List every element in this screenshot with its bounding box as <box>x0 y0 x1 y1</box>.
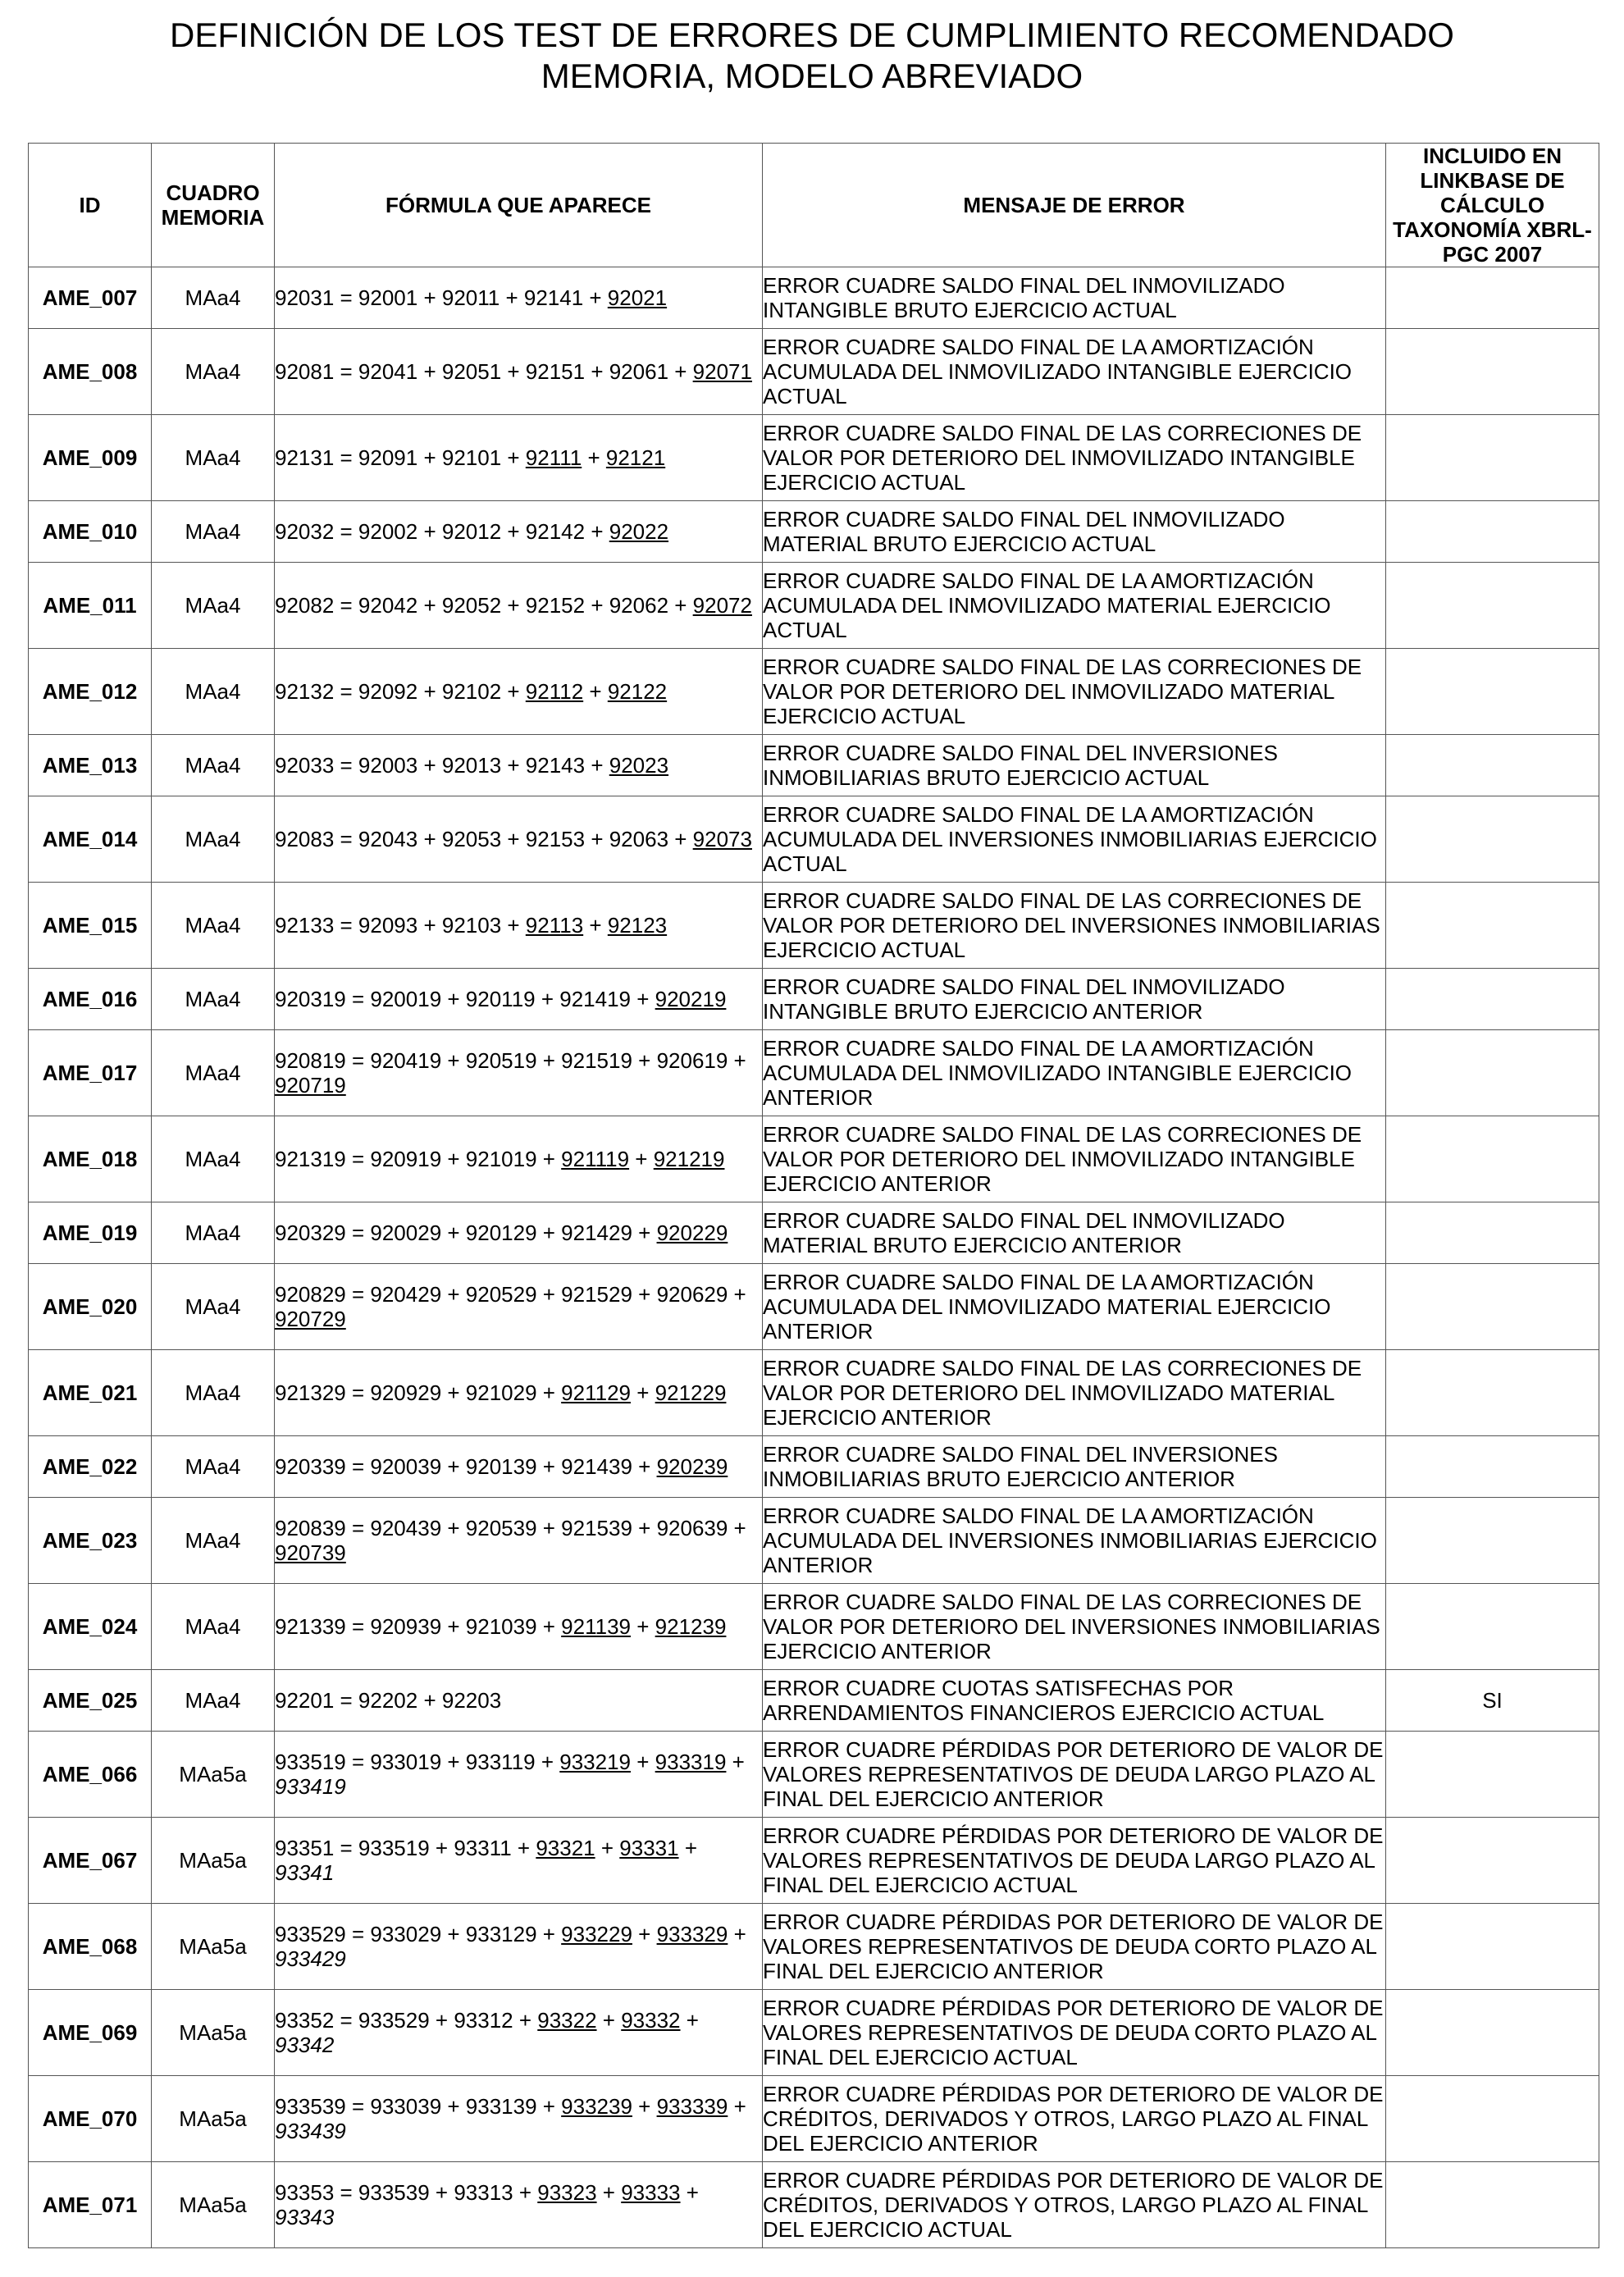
formula-term: 920839 = 920439 + 920539 + 921539 + 920639 + <box>275 1516 746 1540</box>
formula-term: + <box>631 1614 655 1639</box>
formula-term: + <box>595 1836 620 1860</box>
formula-term: + <box>726 1750 745 1774</box>
cuadro-memoria: MAa4 <box>152 415 275 501</box>
formula-term: + <box>629 1147 654 1171</box>
incluido-linkbase <box>1386 883 1599 969</box>
test-id: AME_069 <box>29 1990 152 2076</box>
formula-term: 93333 <box>621 2180 681 2205</box>
cuadro-memoria: MAa5a <box>152 1904 275 1990</box>
test-id: AME_020 <box>29 1264 152 1350</box>
formula-term: 921329 = 920929 + 921029 + <box>275 1380 562 1405</box>
test-id: AME_024 <box>29 1584 152 1670</box>
test-id: AME_009 <box>29 415 152 501</box>
incluido-linkbase <box>1386 2076 1599 2162</box>
page-title <box>0 15 1624 97</box>
incluido-linkbase <box>1386 1202 1599 1264</box>
formula-term: 921319 = 920919 + 921019 + <box>275 1147 562 1171</box>
table-row <box>29 969 1599 1030</box>
formula-term: 933519 = 933019 + 933119 + <box>275 1750 560 1774</box>
formula-term: + <box>728 1922 746 1946</box>
cuadro-memoria: MAa4 <box>152 1202 275 1264</box>
incluido-linkbase <box>1386 415 1599 501</box>
formula-term: 92122 <box>607 679 668 704</box>
formula <box>275 415 763 501</box>
formula-term: + <box>680 2180 699 2205</box>
formula-term: 92023 <box>609 753 669 778</box>
formula <box>275 796 763 883</box>
table-row <box>29 1990 1599 2076</box>
error-message: ERROR CUADRE SALDO FINAL DE LA AMORTIZACIÓN ACUMULADA DEL INMOVILIZADO INTANGIBLE EJERCICIO ANTERIOR <box>763 1030 1386 1116</box>
test-id: AME_011 <box>29 563 152 649</box>
incluido-linkbase: SI <box>1386 1670 1599 1732</box>
formula-term: 92132 = 92092 + 92102 + <box>275 679 526 704</box>
formula-term: 921339 = 920939 + 921039 + <box>275 1614 562 1639</box>
cuadro-memoria: MAa4 <box>152 1264 275 1350</box>
formula <box>275 329 763 415</box>
header-mensaje-error: MENSAJE DE ERROR <box>763 144 1386 267</box>
test-id: AME_010 <box>29 501 152 563</box>
formula-term: 93342 <box>275 2033 335 2057</box>
test-id: AME_067 <box>29 1818 152 1904</box>
formula <box>275 1498 763 1584</box>
formula-term: 92133 = 92093 + 92103 + <box>275 913 526 938</box>
incluido-linkbase <box>1386 1990 1599 2076</box>
formula-term: 933239 <box>561 2094 632 2119</box>
incluido-linkbase <box>1386 1904 1599 1990</box>
formula-term: 920339 = 920039 + 920139 + 921439 + <box>275 1454 657 1479</box>
error-message: ERROR CUADRE SALDO FINAL DE LA AMORTIZACIÓN ACUMULADA DEL INMOVILIZADO MATERIAL EJERCICIO ANTERIOR <box>763 1264 1386 1350</box>
formula-term: 920219 <box>655 987 727 1011</box>
formula-term: 92032 = 92002 + 92012 + 92142 + <box>275 519 609 544</box>
test-id: AME_017 <box>29 1030 152 1116</box>
formula <box>275 563 763 649</box>
test-id: AME_013 <box>29 735 152 796</box>
formula <box>275 1670 763 1732</box>
cuadro-memoria: MAa4 <box>152 649 275 735</box>
formula-term: 921139 <box>561 1614 632 1639</box>
error-message: ERROR CUADRE SALDO FINAL DE LAS CORRECIONES DE VALOR POR DETERIORO DEL INMOVILIZADO MATERIAL EJERCICIO ACTUAL <box>763 649 1386 735</box>
formula-term: 93353 = 933539 + 93313 + <box>275 2180 538 2205</box>
formula-term: 92022 <box>609 519 669 544</box>
error-message: ERROR CUADRE PÉRDIDAS POR DETERIORO DE VALOR DE VALORES REPRESENTATIVOS DE DEUDA CORTO PLAZO AL FINAL DEL EJERCICIO ANTERIOR <box>763 1904 1386 1990</box>
formula <box>275 1264 763 1350</box>
error-message: ERROR CUADRE PÉRDIDAS POR DETERIORO DE VALOR DE CRÉDITOS, DERIVADOS Y OTROS, LARGO PLAZO AL FINAL DEL EJERCICIO ANTERIOR <box>763 2076 1386 2162</box>
formula-term: 93323 <box>537 2180 597 2205</box>
cuadro-memoria: MAa4 <box>152 329 275 415</box>
formula <box>275 1116 763 1202</box>
formula <box>275 883 763 969</box>
formula-term: 92082 = 92042 + 92052 + 92152 + 92062 + <box>275 593 693 618</box>
incluido-linkbase <box>1386 1818 1599 1904</box>
cuadro-memoria: MAa5a <box>152 2076 275 2162</box>
table-row <box>29 1436 1599 1498</box>
formula <box>275 969 763 1030</box>
cuadro-memoria: MAa5a <box>152 1732 275 1818</box>
formula-term: 92073 <box>692 827 752 851</box>
test-id: AME_023 <box>29 1498 152 1584</box>
formula-term: 933429 <box>275 1946 346 1971</box>
test-id: AME_015 <box>29 883 152 969</box>
formula-term: 92113 <box>525 913 584 938</box>
formula-term: + <box>678 1836 698 1860</box>
test-id: AME_007 <box>29 267 152 329</box>
formula-term: 92111 <box>525 445 582 470</box>
formula-term: 921219 <box>653 1147 725 1171</box>
cuadro-memoria: MAa4 <box>152 883 275 969</box>
error-message: ERROR CUADRE PÉRDIDAS POR DETERIORO DE VALOR DE CRÉDITOS, DERIVADOS Y OTROS, LARGO PLAZO AL FINAL DEL EJERCICIO ACTUAL <box>763 2162 1386 2248</box>
cuadro-memoria: MAa4 <box>152 796 275 883</box>
cuadro-memoria: MAa4 <box>152 1350 275 1436</box>
formula-term: 92071 <box>692 359 752 384</box>
formula-term: 93321 <box>536 1836 595 1860</box>
table-row <box>29 501 1599 563</box>
incluido-linkbase <box>1386 1116 1599 1202</box>
error-message: ERROR CUADRE SALDO FINAL DEL INVERSIONES INMOBILIARIAS BRUTO EJERCICIO ANTERIOR <box>763 1436 1386 1498</box>
formula-term: + <box>680 2008 699 2033</box>
formula-term: + <box>596 2008 622 2033</box>
error-message: ERROR CUADRE SALDO FINAL DEL INVERSIONES INMOBILIARIAS BRUTO EJERCICIO ACTUAL <box>763 735 1386 796</box>
error-message: ERROR CUADRE SALDO FINAL DEL INMOVILIZADO INTANGIBLE BRUTO EJERCICIO ACTUAL <box>763 267 1386 329</box>
table-header-row <box>29 144 1599 267</box>
formula-term: 933219 <box>559 1750 632 1774</box>
cuadro-memoria: MAa4 <box>152 1116 275 1202</box>
error-message: ERROR CUADRE SALDO FINAL DE LAS CORRECIONES DE VALOR POR DETERIORO DEL INMOVILIZADO INTANGIBLE EJERCICIO ANTERIOR <box>763 1116 1386 1202</box>
formula-term: 93351 = 933519 + 93311 + <box>275 1836 536 1860</box>
test-id: AME_014 <box>29 796 152 883</box>
formula-term: 933539 = 933039 + 933139 + <box>275 2094 562 2119</box>
error-message: ERROR CUADRE SALDO FINAL DE LAS CORRECIONES DE VALOR POR DETERIORO DEL INMOVILIZADO MATERIAL EJERCICIO ANTERIOR <box>763 1350 1386 1436</box>
formula-term: 920739 <box>275 1540 346 1565</box>
table-row <box>29 563 1599 649</box>
table-row <box>29 1264 1599 1350</box>
test-id: AME_016 <box>29 969 152 1030</box>
formula-term: 933319 <box>655 1750 727 1774</box>
error-message: ERROR CUADRE SALDO FINAL DE LA AMORTIZACIÓN ACUMULADA DEL INMOVILIZADO MATERIAL EJERCICIO ACTUAL <box>763 563 1386 649</box>
incluido-linkbase <box>1386 1030 1599 1116</box>
cuadro-memoria: MAa4 <box>152 1436 275 1498</box>
formula-term: 920329 = 920029 + 920129 + 921429 + <box>275 1221 657 1245</box>
test-id: AME_068 <box>29 1904 152 1990</box>
formula-term: 92033 = 92003 + 92013 + 92143 + <box>275 753 609 778</box>
formula <box>275 1202 763 1264</box>
table-row <box>29 1498 1599 1584</box>
formula <box>275 2076 763 2162</box>
incluido-linkbase <box>1386 735 1599 796</box>
formula-term: 920819 = 920419 + 920519 + 921519 + 920619 + <box>275 1048 746 1073</box>
formula-term: + <box>632 1922 657 1946</box>
incluido-linkbase <box>1386 2162 1599 2248</box>
formula-term: 921229 <box>655 1380 727 1405</box>
error-message: ERROR CUADRE PÉRDIDAS POR DETERIORO DE VALOR DE VALORES REPRESENTATIVOS DE DEUDA LARGO PLAZO AL FINAL DEL EJERCICIO ACTUAL <box>763 1818 1386 1904</box>
formula <box>275 1350 763 1436</box>
formula-term: 92201 = 92202 + 92203 <box>275 1688 502 1713</box>
cuadro-memoria: MAa5a <box>152 1818 275 1904</box>
formula-term: 920719 <box>275 1073 346 1097</box>
formula-term: 933529 = 933029 + 933129 + <box>275 1922 562 1946</box>
title-line-2: MEMORIA, MODELO ABREVIADO <box>541 57 1083 95</box>
table-body <box>29 267 1599 2248</box>
formula-term: 933419 <box>275 1774 346 1799</box>
formula-term: 920229 <box>656 1221 728 1245</box>
formula-term: 920729 <box>275 1307 346 1331</box>
header-incluido-linkbase: INCLUIDO EN LINKBASE DE CÁLCULO TAXONOMÍA XBRL-PGC 2007 <box>1386 144 1599 267</box>
table-row <box>29 735 1599 796</box>
formula-term: + <box>631 1750 655 1774</box>
cuadro-memoria: MAa4 <box>152 501 275 563</box>
formula-term: 921239 <box>655 1614 727 1639</box>
error-message: ERROR CUADRE SALDO FINAL DEL INMOVILIZADO INTANGIBLE BRUTO EJERCICIO ANTERIOR <box>763 969 1386 1030</box>
formula-term: 921129 <box>561 1380 632 1405</box>
table-row <box>29 1904 1599 1990</box>
formula-term: 93343 <box>275 2205 335 2229</box>
cuadro-memoria: MAa4 <box>152 1584 275 1670</box>
formula-term: 93352 = 933529 + 93312 + <box>275 2008 538 2033</box>
error-message: ERROR CUADRE SALDO FINAL DE LA AMORTIZACIÓN ACUMULADA DEL INVERSIONES INMOBILIARIAS EJERCICIO ANTERIOR <box>763 1498 1386 1584</box>
table-row <box>29 1732 1599 1818</box>
formula-term: 92072 <box>692 593 752 618</box>
table-row <box>29 267 1599 329</box>
formula-term: 92081 = 92041 + 92051 + 92151 + 92061 + <box>275 359 693 384</box>
incluido-linkbase <box>1386 649 1599 735</box>
formula-term: 92123 <box>607 913 668 938</box>
cuadro-memoria: MAa4 <box>152 267 275 329</box>
test-id: AME_071 <box>29 2162 152 2248</box>
formula <box>275 1990 763 2076</box>
table-row <box>29 796 1599 883</box>
formula <box>275 2162 763 2248</box>
formula-term: 933329 <box>656 1922 728 1946</box>
error-message: ERROR CUADRE SALDO FINAL DE LAS CORRECIONES DE VALOR POR DETERIORO DEL INVERSIONES INMOBILIARIAS EJERCICIO ANTERIOR <box>763 1584 1386 1670</box>
formula <box>275 1030 763 1116</box>
error-message: ERROR CUADRE SALDO FINAL DEL INMOVILIZADO MATERIAL BRUTO EJERCICIO ANTERIOR <box>763 1202 1386 1264</box>
table-row <box>29 1670 1599 1732</box>
cuadro-memoria: MAa5a <box>152 2162 275 2248</box>
formula-term: + <box>583 679 608 704</box>
cuadro-memoria: MAa4 <box>152 563 275 649</box>
incluido-linkbase <box>1386 1498 1599 1584</box>
formula-term: 93332 <box>621 2008 681 2033</box>
table-row <box>29 1030 1599 1116</box>
cuadro-memoria: MAa4 <box>152 1030 275 1116</box>
formula <box>275 1818 763 1904</box>
test-id: AME_008 <box>29 329 152 415</box>
incluido-linkbase <box>1386 267 1599 329</box>
error-message: ERROR CUADRE SALDO FINAL DE LA AMORTIZACIÓN ACUMULADA DEL INVERSIONES INMOBILIARIAS EJERCICIO ACTUAL <box>763 796 1386 883</box>
formula-term: 920319 = 920019 + 920119 + 921419 + <box>275 987 655 1011</box>
formula-term: 92121 <box>605 445 666 470</box>
incluido-linkbase <box>1386 1350 1599 1436</box>
formula <box>275 1584 763 1670</box>
error-message: ERROR CUADRE SALDO FINAL DE LA AMORTIZACIÓN ACUMULADA DEL INMOVILIZADO INTANGIBLE EJERCICIO ACTUAL <box>763 329 1386 415</box>
test-id: AME_021 <box>29 1350 152 1436</box>
table-row <box>29 1584 1599 1670</box>
test-id: AME_019 <box>29 1202 152 1264</box>
formula <box>275 267 763 329</box>
formula-term: 92131 = 92091 + 92101 + <box>275 445 526 470</box>
table-row <box>29 329 1599 415</box>
error-message: ERROR CUADRE PÉRDIDAS POR DETERIORO DE VALOR DE VALORES REPRESENTATIVOS DE DEUDA LARGO PLAZO AL FINAL DEL EJERCICIO ANTERIOR <box>763 1732 1386 1818</box>
incluido-linkbase <box>1386 969 1599 1030</box>
formula-term: 920829 = 920429 + 920529 + 921529 + 920629 + <box>275 1282 746 1307</box>
header-cuadro-memoria: CUADRO MEMORIA <box>152 144 275 267</box>
formula <box>275 501 763 563</box>
table-row <box>29 1202 1599 1264</box>
table-row <box>29 1116 1599 1202</box>
formula <box>275 649 763 735</box>
error-message: ERROR CUADRE PÉRDIDAS POR DETERIORO DE VALOR DE VALORES REPRESENTATIVOS DE DEUDA CORTO PLAZO AL FINAL DEL EJERCICIO ACTUAL <box>763 1990 1386 2076</box>
formula-term: 93322 <box>537 2008 597 2033</box>
error-message: ERROR CUADRE SALDO FINAL DEL INMOVILIZADO MATERIAL BRUTO EJERCICIO ACTUAL <box>763 501 1386 563</box>
formula-term: 933229 <box>561 1922 632 1946</box>
error-message: ERROR CUADRE SALDO FINAL DE LAS CORRECIONES DE VALOR POR DETERIORO DEL INMOVILIZADO INTANGIBLE EJERCICIO ACTUAL <box>763 415 1386 501</box>
formula-term: 92112 <box>525 679 584 704</box>
formula-term: 92083 = 92043 + 92053 + 92153 + 92063 + <box>275 827 693 851</box>
formula-term: + <box>582 445 606 470</box>
header-id: ID <box>29 144 152 267</box>
formula-term: 92031 = 92001 + 92011 + 92141 + <box>275 285 608 310</box>
error-message: ERROR CUADRE CUOTAS SATISFECHAS POR ARRENDAMIENTOS FINANCIEROS EJERCICIO ACTUAL <box>763 1670 1386 1732</box>
formula-term: + <box>583 913 608 938</box>
title-line-1: DEFINICIÓN DE LOS TEST DE ERRORES DE CUMPLIMIENTO RECOMENDADO <box>170 16 1454 54</box>
error-tests-table <box>28 143 1599 2248</box>
formula <box>275 1436 763 1498</box>
table-row <box>29 649 1599 735</box>
incluido-linkbase <box>1386 1264 1599 1350</box>
test-id: AME_025 <box>29 1670 152 1732</box>
table-row <box>29 2162 1599 2248</box>
incluido-linkbase <box>1386 1436 1599 1498</box>
cuadro-memoria: MAa4 <box>152 735 275 796</box>
cuadro-memoria: MAa4 <box>152 1498 275 1584</box>
formula-term: 920239 <box>656 1454 728 1479</box>
formula <box>275 735 763 796</box>
formula-term: 93341 <box>275 1860 335 1885</box>
formula <box>275 1904 763 1990</box>
table-row <box>29 1350 1599 1436</box>
formula <box>275 1732 763 1818</box>
incluido-linkbase <box>1386 1732 1599 1818</box>
table-row <box>29 1818 1599 1904</box>
formula-term: + <box>632 2094 657 2119</box>
formula-term: 92021 <box>607 285 668 310</box>
test-id: AME_066 <box>29 1732 152 1818</box>
incluido-linkbase <box>1386 501 1599 563</box>
cuadro-memoria: MAa4 <box>152 969 275 1030</box>
formula-term: + <box>596 2180 622 2205</box>
test-id: AME_012 <box>29 649 152 735</box>
incluido-linkbase <box>1386 1584 1599 1670</box>
test-id: AME_070 <box>29 2076 152 2162</box>
incluido-linkbase <box>1386 563 1599 649</box>
table-row <box>29 883 1599 969</box>
formula-term: + <box>728 2094 746 2119</box>
incluido-linkbase <box>1386 329 1599 415</box>
test-id: AME_022 <box>29 1436 152 1498</box>
formula-term: 933439 <box>275 2119 346 2143</box>
test-id: AME_018 <box>29 1116 152 1202</box>
table-row <box>29 415 1599 501</box>
formula-term: + <box>631 1380 655 1405</box>
incluido-linkbase <box>1386 796 1599 883</box>
table-row <box>29 2076 1599 2162</box>
formula-term: 921119 <box>561 1147 630 1171</box>
cuadro-memoria: MAa4 <box>152 1670 275 1732</box>
cuadro-memoria: MAa5a <box>152 1990 275 2076</box>
formula-term: 93331 <box>619 1836 679 1860</box>
formula-term: 933339 <box>656 2094 728 2119</box>
error-message: ERROR CUADRE SALDO FINAL DE LAS CORRECIONES DE VALOR POR DETERIORO DEL INVERSIONES INMOBILIARIAS EJERCICIO ACTUAL <box>763 883 1386 969</box>
header-formula: FÓRMULA QUE APARECE <box>275 144 763 267</box>
